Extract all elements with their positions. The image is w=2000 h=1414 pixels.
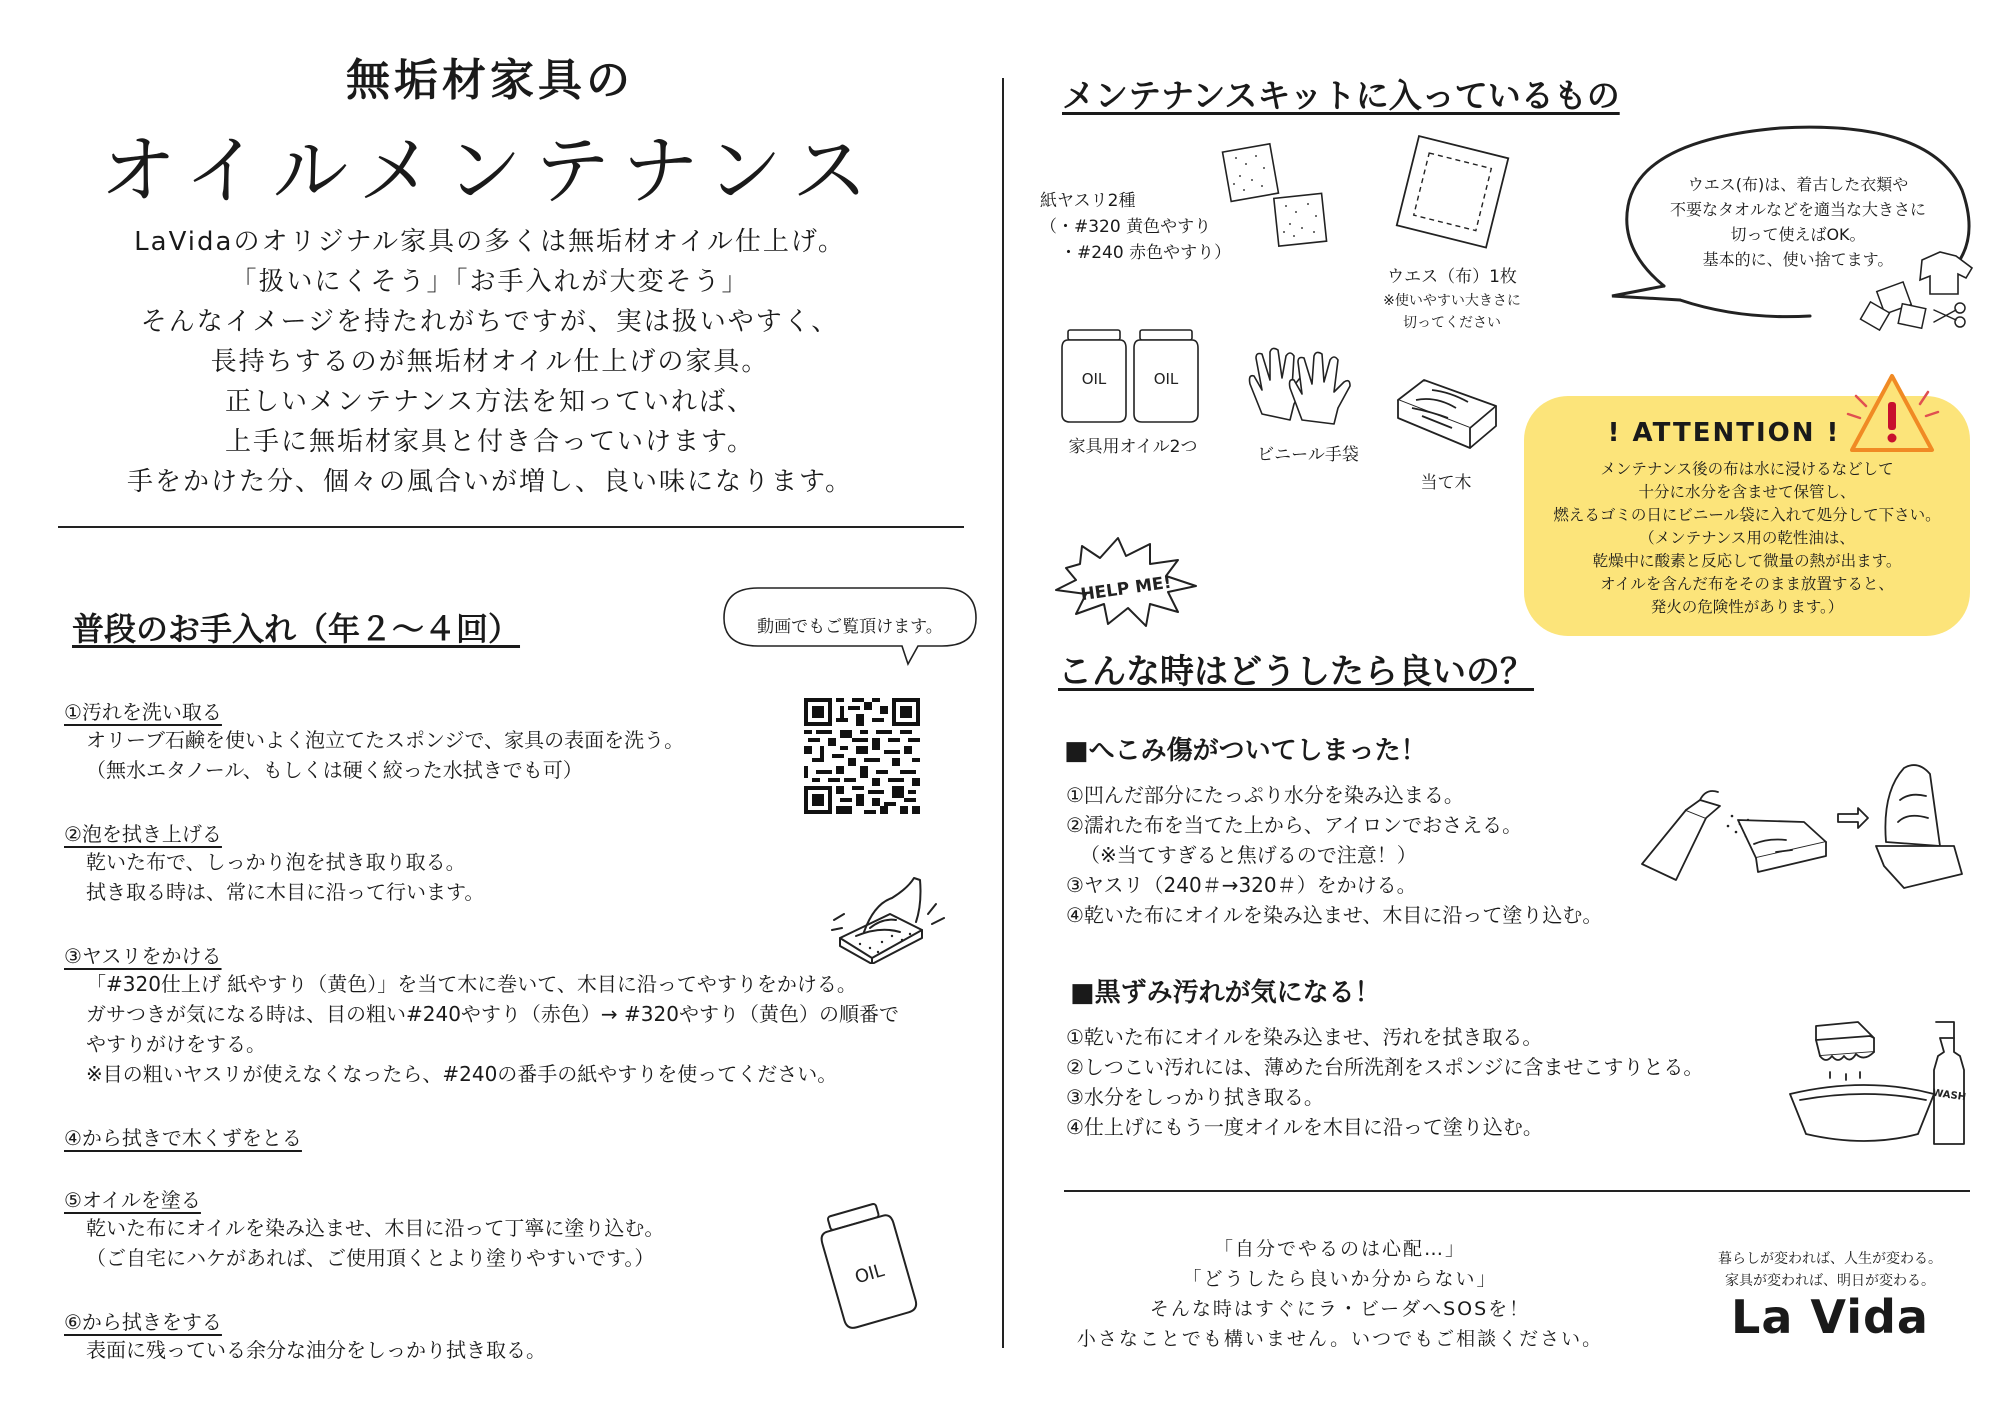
- stain-heading: ■黒ずみ汚れが気になる！: [1070, 978, 1381, 1008]
- slogan-line: 暮らしが変われば、人生が変わる。: [1718, 1251, 1942, 1267]
- dent-heading: ■へこみ傷がついてしまった！: [1064, 736, 1427, 766]
- attention-line: 十分に水分を含ませて保管し、: [1638, 483, 1856, 501]
- step-body: [64, 969, 964, 1089]
- footer-line: 「どうしたら良いか分からない」: [1182, 1268, 1498, 1290]
- step-line: ガサつきが気になる時は、目の粗い#240やすり（赤色）→ #320やすり（黄色）の順番で: [86, 1002, 899, 1026]
- attention-title: ! ATTENTION !: [1607, 418, 1841, 448]
- dent-step: ③ヤスリ（240＃→320＃）をかける。: [1066, 873, 1417, 897]
- dent-step: ④乾いた布にオイルを染み込ませ、木目に沿って塗り込む。: [1066, 903, 1603, 927]
- step-line: 表面に残っている余分な油分をしっかり拭き取る。: [86, 1338, 546, 1362]
- cloth-tip-text: [1648, 172, 1948, 272]
- cloth-label: ウエス（布）1枚: [1387, 267, 1517, 287]
- cloth-note-line: 切ってください: [1403, 315, 1501, 331]
- help-badge-text: HELP ME!: [1079, 572, 1173, 606]
- step-heading: ③ヤスリをかける: [64, 944, 222, 968]
- brand-logo: La Vida: [1731, 1290, 1929, 1344]
- divider-right: [1064, 1190, 1970, 1192]
- step-heading: ⑥から拭きをする: [64, 1310, 222, 1334]
- dent-steps: [1066, 780, 1602, 930]
- cloth-label-group: [1362, 264, 1542, 334]
- step-line: ※目の粗いヤスリが使えなくなったら、#240の番手の紙やすりを使ってください。: [86, 1062, 838, 1086]
- burst-icon: [1046, 534, 1206, 634]
- attention-line: メンテナンス後の布は水に浸けるなどして: [1600, 460, 1894, 478]
- intro-text: [60, 222, 920, 502]
- step-line: （ご自宅にハケがあれば、ご使用頂くとより塗りやすいです。）: [86, 1246, 655, 1270]
- video-note: 動画でもご覧頂けます。: [757, 617, 943, 637]
- routine-step-2: [64, 818, 964, 907]
- attention-line: 乾燥中に酸素と反応して微量の熱が出ます。: [1592, 552, 1902, 570]
- cloth-icon: [1386, 134, 1520, 254]
- intro-line: 正しいメンテナンス方法を知っていれば、: [225, 387, 755, 417]
- oil-jars-icon: [1060, 328, 1206, 424]
- page-subtitle: 無垢材家具の: [346, 55, 634, 106]
- sanding-block-icon: [1392, 376, 1502, 456]
- attention-line: 発火の危険性があります。）: [1650, 598, 1844, 616]
- step-line: 拭き取る時は、常に木目に沿って行います。: [86, 880, 485, 904]
- cloth-note-line: ※使いやすい大きさに: [1383, 293, 1521, 309]
- footer-line: 「自分でやるのは心配…」: [1213, 1238, 1466, 1260]
- oil-label: 家具用オイル2つ: [1068, 437, 1198, 457]
- footer-line: そんな時はすぐにラ・ビーダへSOSを！: [1149, 1298, 1531, 1320]
- divider-left: [58, 526, 964, 528]
- page-title: オイルメンテナンス: [100, 126, 880, 215]
- intro-line: 長持ちするのが無垢材オイル仕上げの家具。: [210, 347, 770, 377]
- kit-title: メンテナンスキットに入っているもの: [1062, 76, 1620, 115]
- stain-step: ④仕上げにもう一度オイルを木目に沿って塗り込む。: [1066, 1115, 1543, 1139]
- step-line: 乾いた布で、しっかり泡を拭き取り取る。: [86, 850, 466, 874]
- attention-line: オイルを含んだ布をそのまま放置すると、: [1600, 575, 1894, 593]
- step-line: （無水エタノール、もしくは硬く絞った水拭きでも可）: [86, 758, 583, 782]
- intro-line: 「扱いにくそう」「お手入れが大変そう」: [230, 267, 750, 297]
- step-body: [64, 847, 964, 907]
- intro-line: そんなイメージを持たれがちですが、実は扱いやすく、: [140, 307, 840, 337]
- step-line: オリーブ石鹸を使いよく泡立てたスポンジで、家具の表面を洗う。: [86, 728, 685, 752]
- block-label: 当て木: [1420, 473, 1472, 493]
- video-speech-bubble: [718, 584, 982, 666]
- step-heading: ①汚れを洗い取る: [64, 700, 222, 724]
- stain-step: ②しつこい汚れには、薄めた台所洗剤をスポンジに含ませこすりとる。: [1066, 1055, 1704, 1079]
- step-heading: ⑤オイルを塗る: [64, 1188, 201, 1212]
- cloth-tip-line: ウエス(布)は、着古した衣類や: [1687, 175, 1909, 194]
- step-body: [64, 1335, 964, 1365]
- spray-iron-icon: [1636, 762, 1966, 892]
- oil-jar-label: OIL: [1081, 370, 1107, 388]
- cloth-tip-line: 不要なタオルなどを適当な大きさに: [1669, 200, 1926, 219]
- wash-bottle-label: WASH: [1931, 1087, 1967, 1104]
- attention-line: 燃えるゴミの日にビニール袋に入れて処分して下さい。: [1553, 506, 1941, 524]
- routine-step-6: [64, 1306, 964, 1365]
- dent-step: （※当てすぎると焦げるので注意！）: [1080, 843, 1417, 867]
- routine-step-4: [64, 1122, 964, 1151]
- warning-triangle-icon: [1842, 366, 1942, 462]
- routine-step-1: [64, 696, 964, 785]
- sandpaper-line: ・#240 赤色やすり）: [1060, 243, 1232, 263]
- cloth-tip-line: 切って使えばOK。: [1730, 225, 1866, 244]
- help-badge: [1046, 534, 1206, 634]
- slogan-line: 家具が変われば、明日が変わる。: [1725, 1273, 1935, 1289]
- step-body: [64, 725, 964, 785]
- intro-line: 手をかけた分、個々の風合いが増し、良い味になります。: [127, 467, 853, 497]
- step-heading: ②泡を拭き上げる: [64, 822, 222, 846]
- sandpaper-line: 紙ヤスリ2種: [1040, 191, 1136, 211]
- stain-step: ①乾いた布にオイルを染み込ませ、汚れを拭き取る。: [1066, 1025, 1543, 1049]
- cloth-tip-line: 基本的に、使い捨てます。: [1702, 250, 1894, 269]
- step-line: 乾いた布にオイルを染み込ませ、木目に沿って丁寧に塗り込む。: [86, 1216, 665, 1240]
- oil-jar-label: OIL: [1153, 370, 1179, 388]
- brand-slogan: [1680, 1248, 1980, 1292]
- footer-message: [1040, 1234, 1640, 1354]
- sandpaper-label: [1040, 188, 1240, 266]
- cloth-tip-bubble: [1600, 110, 1980, 350]
- routine-title: 普段のお手入れ（年２～４回）: [72, 610, 521, 648]
- footer-line: 小さなことでも構いません。いつでもご相談ください。: [1076, 1328, 1604, 1350]
- dent-step: ②濡れた布を当てた上から、アイロンでおさえる。: [1066, 813, 1523, 837]
- attention-text: [1524, 458, 1970, 619]
- sponge-basin-detergent-icon: [1786, 1016, 1970, 1152]
- stain-step: ③水分をしっかり拭き取る。: [1066, 1085, 1324, 1109]
- step-heading: ④から拭きで木くずをとる: [64, 1126, 302, 1150]
- divider-center: [1002, 78, 1004, 1348]
- intro-line: 上手に無垢材家具と付き合っていけます。: [225, 427, 755, 457]
- trouble-title: こんな時はどうしたら良いの？: [1058, 652, 1534, 692]
- attention-line: （メンテナンス用の乾性油は、: [1639, 529, 1855, 547]
- gloves-icon: [1242, 344, 1362, 428]
- step-line: やすりがけをする。: [86, 1032, 266, 1056]
- intro-line: LaVidaのオリジナル家具の多くは無垢材オイル仕上げ。: [134, 227, 846, 257]
- routine-step-3: [64, 940, 964, 1089]
- oil-bottle-label: OIL: [852, 1259, 887, 1289]
- sandpaper-line: （・#320 黄色やすり: [1040, 217, 1212, 237]
- stain-steps: [1066, 1022, 1703, 1142]
- step-line: 「#320仕上げ 紙やすり（黄色）」を当て木に巻いて、木目に沿ってやすりをかける。: [86, 972, 857, 996]
- dent-step: ①凹んだ部分にたっぷり水分を染み込まる。: [1066, 783, 1464, 807]
- gloves-label: ビニール手袋: [1257, 445, 1359, 465]
